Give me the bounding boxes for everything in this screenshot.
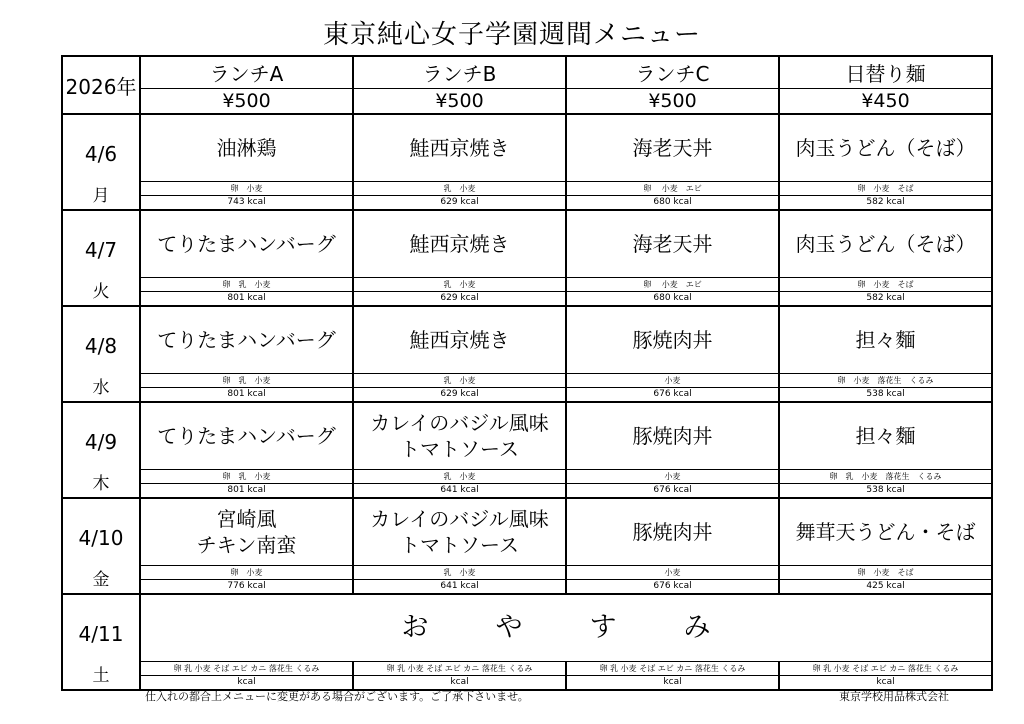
dish-cell: [140, 210, 353, 278]
day-weekday: 火: [92, 282, 110, 302]
kcal-info: 425 kcal: [779, 580, 992, 594]
kcal-info: 629 kcal: [353, 196, 566, 210]
allergy-info: 乳 小麦: [353, 182, 566, 196]
dish-cell: [779, 498, 992, 566]
day-row: [62, 306, 992, 374]
allergy-info: 卵 乳 小麦 そば エビ カニ 落花生 くるみ: [566, 662, 779, 676]
allergy-row: [62, 182, 992, 196]
kcal-info: 629 kcal: [353, 388, 566, 402]
day-row: [62, 402, 992, 470]
day-date: 4/6: [84, 142, 118, 166]
dish-cell: [566, 306, 779, 374]
kcal-row: [62, 580, 992, 594]
kcal-info: 801 kcal: [140, 292, 353, 306]
allergy-info: 卵 小麦 そば: [779, 182, 992, 196]
day-cell: [62, 498, 140, 594]
dish-name: 肉玉うどん（そば）: [795, 232, 976, 257]
allergy-row: [62, 374, 992, 388]
kcal-info: 680 kcal: [566, 292, 779, 306]
kcal-info: 676 kcal: [566, 580, 779, 594]
day-row: [62, 498, 992, 566]
kcal-row: [62, 292, 992, 306]
allergy-info: 小麦: [566, 374, 779, 388]
day-weekday: 木: [92, 474, 110, 494]
allergy-info: 卵 小麦 エビ: [566, 182, 779, 196]
kcal-info: kcal: [779, 676, 992, 690]
allergy-info: 乳 小麦: [353, 278, 566, 292]
dish-cell: [779, 114, 992, 182]
day-weekday: 月: [92, 186, 110, 206]
column-price-daily-noodle: ¥450: [779, 89, 992, 115]
day-cell: [62, 210, 140, 306]
column-price-lunch-b: ¥500: [353, 89, 566, 115]
weekly-menu-table: [61, 55, 993, 691]
allergy-info: 卵 乳 小麦 落花生 くるみ: [779, 470, 992, 484]
kcal-info: kcal: [140, 676, 353, 690]
allergy-info: 卵 小麦 落花生 くるみ: [779, 374, 992, 388]
kcal-info: kcal: [353, 676, 566, 690]
allergy-info: 卵 小麦: [140, 182, 353, 196]
kcal-info: 641 kcal: [353, 484, 566, 498]
column-name-daily-noodle: 日替り麺: [779, 56, 992, 89]
dish-cell: [779, 210, 992, 278]
dish-cell: [779, 306, 992, 374]
column-name-lunch-b: ランチB: [353, 56, 566, 89]
dish-name: てりたまハンバーグ: [157, 328, 336, 353]
day-weekday: 土: [92, 666, 110, 686]
year-label: 2026年: [62, 56, 140, 114]
kcal-info: 776 kcal: [140, 580, 353, 594]
dish-name: てりたまハンバーグ: [157, 232, 336, 257]
holiday-cell: [140, 594, 992, 662]
kcal-info: 801 kcal: [140, 484, 353, 498]
day-date: 4/10: [78, 526, 124, 550]
day-weekday: 水: [92, 378, 110, 398]
day-row: [62, 210, 992, 278]
footer-note: 仕入れの都合上メニューに変更がある場合がございます。ご了承下さいませ。: [145, 690, 529, 703]
page-title: 東京純心女子学園週間メニュー: [322, 20, 701, 50]
allergy-info: 卵 小麦 そば: [779, 278, 992, 292]
dish-name: 油淋鶏: [216, 136, 277, 161]
allergy-info: 卵 乳 小麦 そば エビ カニ 落花生 くるみ: [353, 662, 566, 676]
dish-name: 豚焼肉丼: [632, 424, 713, 449]
kcal-info: 582 kcal: [779, 292, 992, 306]
dish-name: トマトソース: [400, 437, 519, 462]
dish-cell: [353, 306, 566, 374]
header-name-row: [62, 56, 992, 89]
dish-name: 鮭西京焼き: [409, 232, 510, 257]
allergy-info: 乳 小麦: [353, 566, 566, 580]
allergy-info: 卵 乳 小麦: [140, 374, 353, 388]
dish-cell: [353, 498, 566, 566]
kcal-info: 676 kcal: [566, 388, 779, 402]
allergy-info: 乳 小麦: [353, 470, 566, 484]
column-name-lunch-a: ランチA: [140, 56, 353, 89]
allergy-info: 乳 小麦: [353, 374, 566, 388]
kcal-row: [62, 196, 992, 210]
kcal-info: 676 kcal: [566, 484, 779, 498]
dish-name: 宮崎風: [216, 507, 277, 532]
dish-cell: [140, 498, 353, 566]
dish-cell: [566, 498, 779, 566]
header-price-row: [62, 89, 992, 115]
allergy-info: 卵 乳 小麦: [140, 278, 353, 292]
allergy-info: 卵 小麦 エビ: [566, 278, 779, 292]
dish-name: 鮭西京焼き: [409, 328, 510, 353]
dish-name: 豚焼肉丼: [632, 328, 713, 353]
allergy-row: [62, 566, 992, 580]
dish-cell: [566, 402, 779, 470]
column-price-lunch-a: ¥500: [140, 89, 353, 115]
column-name-lunch-c: ランチC: [566, 56, 779, 89]
dish-name: 担々麵: [855, 424, 916, 449]
holiday-text: お や す み: [401, 611, 731, 643]
dish-cell: [353, 114, 566, 182]
dish-name: カレイのバジル風味: [370, 507, 549, 532]
column-price-lunch-c: ¥500: [566, 89, 779, 115]
allergy-row: [62, 662, 992, 676]
kcal-row: [62, 484, 992, 498]
dish-name: 鮭西京焼き: [409, 136, 510, 161]
kcal-info: 538 kcal: [779, 388, 992, 402]
kcal-row: [62, 388, 992, 402]
allergy-info: 卵 乳 小麦 そば エビ カニ 落花生 くるみ: [779, 662, 992, 676]
kcal-info: 538 kcal: [779, 484, 992, 498]
dish-name: 豚焼肉丼: [632, 520, 713, 545]
allergy-info: 卵 乳 小麦: [140, 470, 353, 484]
kcal-info: 641 kcal: [353, 580, 566, 594]
day-weekday: 金: [92, 570, 110, 590]
dish-name: 海老天丼: [632, 232, 713, 257]
dish-name: 担々麵: [855, 328, 916, 353]
dish-name: 海老天丼: [632, 136, 713, 161]
allergy-info: 卵 小麦 そば: [779, 566, 992, 580]
kcal-info: 801 kcal: [140, 388, 353, 402]
day-date: 4/9: [84, 430, 118, 454]
dish-cell: [353, 210, 566, 278]
allergy-row: [62, 278, 992, 292]
dish-name: トマトソース: [400, 533, 519, 558]
kcal-info: 680 kcal: [566, 196, 779, 210]
dish-cell: [566, 210, 779, 278]
allergy-info: 卵 乳 小麦 そば エビ カニ 落花生 くるみ: [140, 662, 353, 676]
dish-cell: [140, 306, 353, 374]
kcal-info: kcal: [566, 676, 779, 690]
day-cell: [62, 306, 140, 402]
allergy-info: 卵 小麦: [140, 566, 353, 580]
dish-cell: [779, 402, 992, 470]
day-date: 4/8: [84, 334, 118, 358]
dish-name: カレイのバジル風味: [370, 411, 549, 436]
allergy-info: 小麦: [566, 470, 779, 484]
dish-name: チキン南蛮: [196, 533, 297, 558]
dish-cell: [566, 114, 779, 182]
kcal-info: 582 kcal: [779, 196, 992, 210]
dish-name: 肉玉うどん（そば）: [795, 136, 976, 161]
allergy-row: [62, 470, 992, 484]
day-date: 4/11: [78, 622, 124, 646]
holiday-row: [62, 594, 992, 662]
dish-name: てりたまハンバーグ: [157, 424, 336, 449]
dish-cell: [140, 114, 353, 182]
day-cell: [62, 594, 140, 690]
day-cell: [62, 402, 140, 498]
day-cell: [62, 114, 140, 210]
allergy-info: 小麦: [566, 566, 779, 580]
kcal-info: 629 kcal: [353, 292, 566, 306]
day-date: 4/7: [84, 238, 118, 262]
kcal-info: 743 kcal: [140, 196, 353, 210]
footer-company: 東京学校用品株式会社: [839, 690, 949, 703]
dish-name: 舞茸天うどん・そば: [795, 520, 976, 545]
dish-cell: [140, 402, 353, 470]
dish-cell: [353, 402, 566, 470]
day-row: [62, 114, 992, 182]
